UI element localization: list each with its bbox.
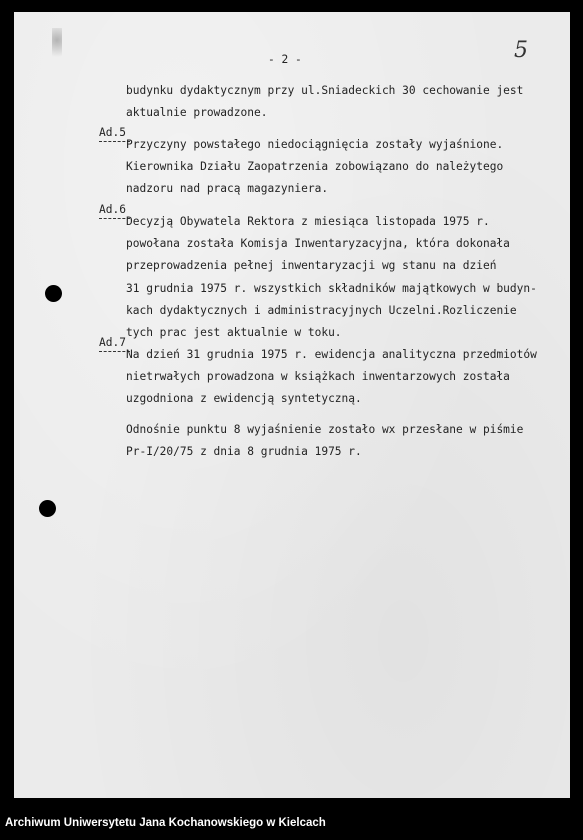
- document-page: [14, 12, 570, 798]
- punch-hole-upper: [45, 285, 62, 302]
- text-line: nietrwałych prowadzona w książkach inwentarzowych została: [126, 370, 510, 383]
- section-label-ad7: Ad.7: [99, 336, 126, 349]
- text-line: Przyczyny powstałego niedociągnięcia zostały wyjaśnione.: [126, 138, 504, 151]
- section-label-ad5: Ad.5: [99, 126, 126, 139]
- text-line: budynku dydaktycznym przy ul.Sniadeckich 30 cechowanie jest: [126, 84, 524, 97]
- text-line: Pr-I/20/75 z dnia 8 grudnia 1975 r.: [126, 445, 362, 458]
- section-label-ad6: Ad.6: [99, 203, 126, 216]
- archive-footer: Archiwum Uniwersytetu Jana Kochanowskiego w Kielcach: [5, 817, 326, 829]
- text-line: przeprowadzenia pełnej inwentaryzacji wg stanu na dzień: [126, 259, 497, 272]
- text-line: powołana została Komisja Inwentaryzacyjna, która dokonała: [126, 237, 510, 250]
- text-line: aktualnie prowadzone.: [126, 106, 268, 119]
- page-number: - 2 -: [268, 53, 302, 66]
- text-line: Na dzień 31 grudnia 1975 r. ewidencja analityczna przedmiotów: [126, 348, 537, 361]
- text-line: 31 grudnia 1975 r. wszystkich składników majątkowych w budyn-: [126, 282, 537, 295]
- text-line: Kierownika Działu Zaopatrzenia zobowiązano do należytego: [126, 160, 504, 173]
- text-line: uzgodniona z ewidencją syntetyczną.: [126, 392, 362, 405]
- paper-stain: [52, 28, 62, 68]
- text-line: kach dydaktycznych i administracyjnych Uczelni.Rozliczenie: [126, 304, 517, 317]
- text-line: Odnośnie punktu 8 wyjaśnienie zostało wx przesłane w piśmie: [126, 423, 524, 436]
- text-line: tych prac jest aktualnie w toku.: [126, 326, 342, 339]
- handwritten-page-mark: 5: [514, 38, 528, 63]
- text-line: Decyzją Obywatela Rektora z miesiąca listopada 1975 r.: [126, 215, 490, 228]
- text-line: nadzoru nad pracą magazyniera.: [126, 182, 329, 195]
- punch-hole-lower: [39, 500, 56, 517]
